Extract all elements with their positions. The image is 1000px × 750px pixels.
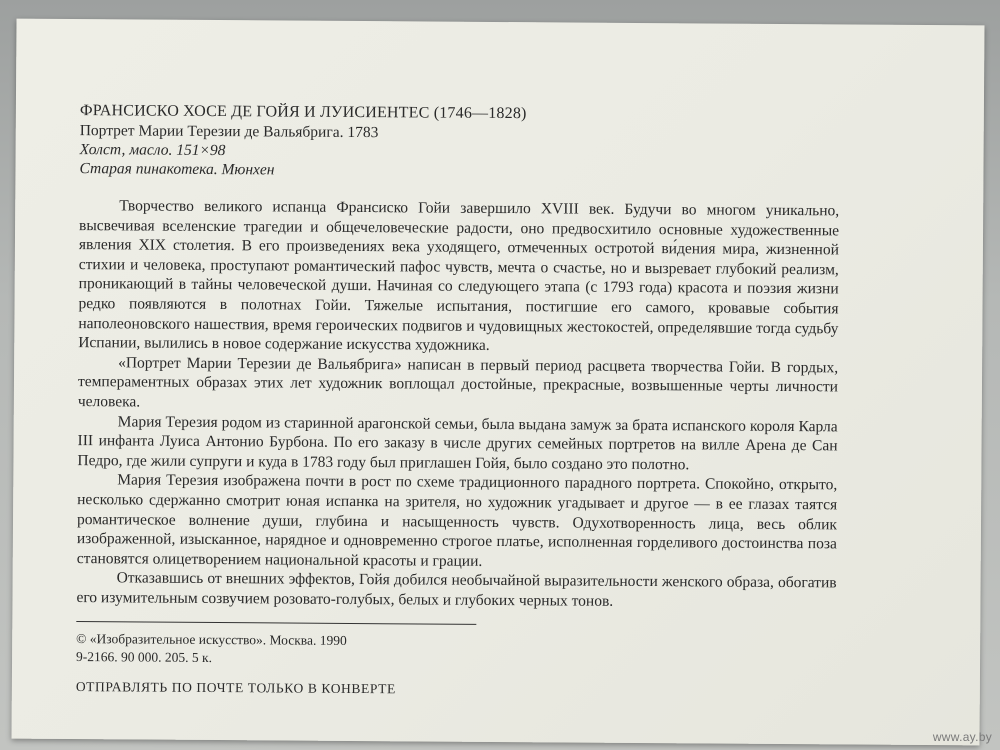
paragraph: «Портрет Марии Терезии де Вальябрига» написан в первый период расцвета творчества Гойи. В гордых, темпераментных образах этих лет художник воплощал достойные, прекрасные, возвышенные черты личности человека. <box>77 354 839 411</box>
painting-title: Портрет Марии Терезии де Вальябрига. 1783 <box>79 122 379 142</box>
description-text <box>76 196 839 613</box>
paragraph: Мария Терезия родом из старинной арагонской семьи, была выдана замуж за брата испанского короля Карла III инфанта Луиса Антонио Бурбона. По его заказу в числе других семейных портретов на вилле Арена де Сан Педро, где жили супруги и куда в 1783 году был приглашен Гойя, было создано это полотно. <box>77 412 838 474</box>
artist-title: ФРАНСИСКО ХОСЕ ДЕ ГОЙЯ И ЛУИСИЕНТЕС (1746—1828) <box>79 102 527 123</box>
edition-line: 9-2166. 90 000. 205. 5 к. <box>76 649 213 666</box>
watermark: www.ay.by <box>932 730 992 744</box>
mail-note: ОТПРАВЛЯТЬ ПО ПОЧТЕ ТОЛЬКО В КОНВЕРТЕ <box>75 679 396 697</box>
painting-museum: Старая пинакотека. Мюнхен <box>79 160 275 179</box>
painting-medium: Холст, масло. 151×98 <box>79 141 226 160</box>
paragraph: Мария Терезия изображена почти в рост по схеме традиционного парадного портрета. Спокойно, открыто, несколько сдержанно смотрит юная испанка на зрителя, но художник угадывает и другое — в ее глазах таятся романтическое волнение души, глубина и насыщенность чувств. Одухотворенность лица, весь облик изображенной, изысканное, нарядное и одновременно строгое платье, исполненная горделивого достоинства поза становятся олицетворением национальной красоты и грации. <box>76 471 838 570</box>
divider <box>76 622 476 626</box>
paragraph: Отказавшись от внешних эффектов, Гойя добился необычайной выразительности женского образа, обогатив его изумительным созвучием розовато-голубых, белых и глубоких черных тонов. <box>76 569 837 610</box>
card-content <box>76 101 840 702</box>
copyright-line: © «Изобразительное искусство». Москва. 1990 <box>76 631 347 649</box>
paragraph: Творчество великого испанца Франсиско Гойи завершило XVIII век. Будучи во многом уникально, высвечивая вселенские трагедии и общечеловеческие радости, оно предвосхитило основные художественные явления XIX столетия. В его произведениях века уходящего, отмеченных остротой ви́дения мира, жизненной стихии и человека, проступают романтический пафос чувств, мечта о счастье, но и вызревает глубокий реализм, проникающий в тайны человеческой души. Начиная со следующего этапа (с 1793 года) красота и поэзия жизни редко появляются в полотнах Гойи. Тяжелые испытания, постигшие его самого, кровавые события наполеоновского нашествия, время героических подвигов и чудовищных жестокостей, определявшие тогда судьбу Испании, вылились в новое содержание искусства художника. <box>78 197 840 355</box>
postcard <box>11 19 984 746</box>
